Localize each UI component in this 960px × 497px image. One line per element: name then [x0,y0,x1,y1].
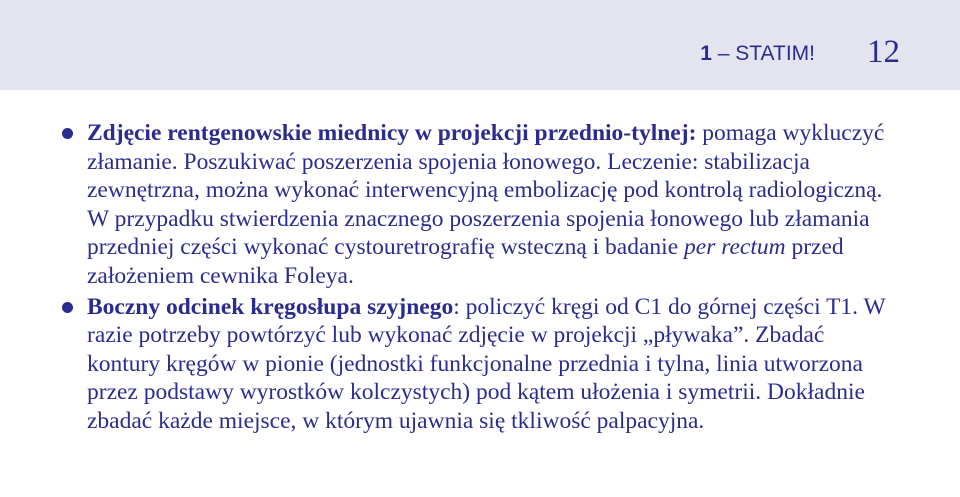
bullet-lead-suffix: szyjnego [367,293,454,320]
bullet-lead: Boczny odcinek kręgosłupa [87,293,362,320]
page-number: 12 [867,34,900,70]
bullet-lead: Zdjęcie rentgenowskie miednicy w projekcji przednio-tylnej: [87,120,697,146]
bullet-text: pomaga wykluczyć złamanie. Poszukiwać poszerzenia spojenia łonowego. Leczenie: stabilizacja zewnętrzna, można wykonać interwencyjną embolizację pod kontrolą radiologiczną. W przypadku stwierdzenia znacznego poszerzenia spojenia łonowego lub złamania przedniej części wykonać cystouretrografię wsteczną i badanie [87,120,885,261]
page-header [0,0,960,90]
bullet-dot-icon [62,302,73,313]
bullet-list [62,119,902,436]
bullet-item-pelvis-xray [62,119,902,291]
bullet-text: : policzyć kręgi od C1 do górnej części T1. W razie potrzeby powtórzyć lub wykonać zdjęcie w projekcji „pływaka”. Zbadać kontury kręgów w pionie (jednostki funkcjonalne przednia i tylna, linia utworzona przez podstawy wyrostków kolczystych) pod kątem ułożenia i symetrii. Dokładnie zbadać każde miejsce, w którym ujawnia się tkliwość palpacyjna. [87,293,886,434]
bullet-tail: przed założeniem cewnika Foleya. [87,234,844,289]
chapter-number: 1 [700,42,712,65]
chapter-title: – STATIM! [717,42,815,65]
bullet-item-cervical-spine [62,293,902,436]
chapter-label [700,42,815,66]
bullet-dot-icon [62,128,73,139]
bullet-emphasis: per rectum [684,234,786,261]
